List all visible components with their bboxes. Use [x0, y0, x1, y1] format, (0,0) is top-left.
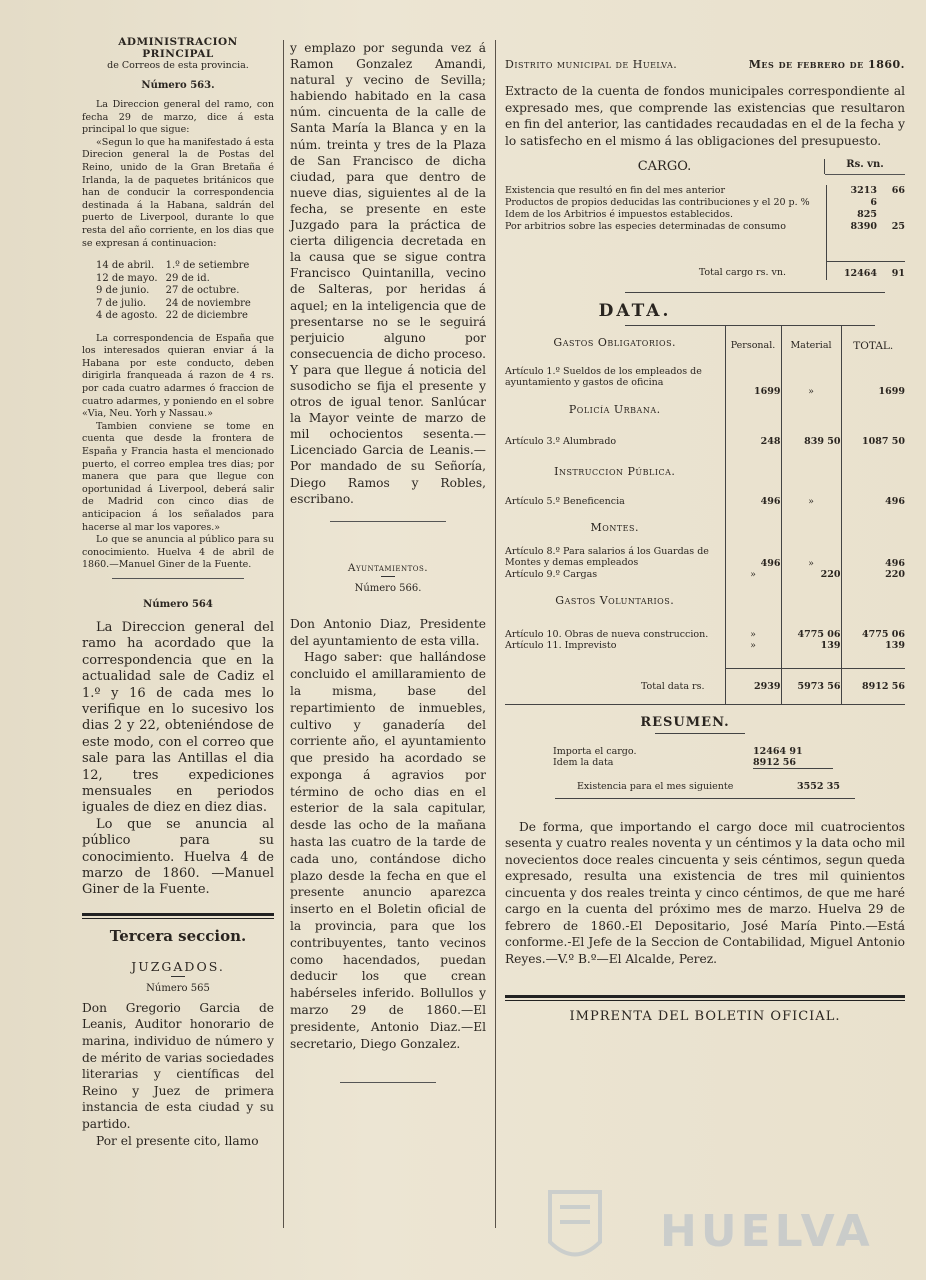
column-rule — [495, 40, 496, 1228]
gastos-obligatorios-heading: Gastos Obligatorios. — [553, 335, 677, 349]
row-label: Artículo 11. Imprevisto — [505, 639, 617, 651]
table-row — [505, 209, 905, 221]
divider — [112, 578, 244, 579]
resumen-value: 12464 91 — [753, 745, 803, 757]
district-name: Distrito municipal de Huelva. — [505, 58, 678, 71]
divider — [330, 521, 446, 522]
divider — [82, 918, 274, 919]
divider — [82, 913, 274, 916]
divider — [655, 733, 745, 734]
total-total: 8912 56 — [841, 669, 905, 704]
date-cell: 29 de id. — [165, 272, 210, 284]
resumen-label: Importa el cargo. — [553, 745, 637, 757]
material-value: 220 — [781, 569, 841, 580]
date-cell: 4 de agosto. — [96, 310, 158, 322]
resumen-value: 3552 35 — [797, 780, 840, 792]
divider — [340, 1082, 436, 1083]
table-row — [505, 569, 905, 580]
table-row — [505, 546, 905, 569]
cargo-amount: 8390 — [827, 221, 878, 233]
personal-header: Personal. — [725, 326, 781, 352]
table-row — [505, 640, 905, 669]
cargo-amount: 6 — [827, 197, 878, 209]
resumen-value: 8912 56 — [753, 757, 833, 769]
cargo-label: Idem de los Arbitrios é impuestos establecidos. — [505, 209, 733, 220]
table-header-row — [505, 326, 905, 352]
table-row — [505, 197, 905, 209]
column-1 — [82, 36, 274, 1149]
table-row — [505, 629, 905, 640]
policia-heading: Policía Urbana. — [568, 402, 661, 416]
paragraph: Por el presente cito, llamo — [96, 1133, 259, 1148]
personal-value: 496 — [725, 546, 781, 569]
divider — [825, 174, 905, 175]
total-row — [505, 669, 905, 704]
data-title: DATA. — [598, 300, 672, 321]
divider — [505, 1000, 905, 1001]
date-cell: 12 de mayo. — [96, 272, 158, 284]
cargo-label: Existencia que resultó en fin del mes anterior — [505, 185, 725, 196]
imprint: IMPRENTA DEL BOLETIN OFICIAL. — [569, 1009, 841, 1024]
personal-value: » — [725, 640, 781, 669]
instruccion-heading: Instruccion Pública. — [554, 464, 676, 478]
paragraph: Don Gregorio Garcia de Leanis, Auditor honorario de marina, individuo de número y de mérito de varias sociedades literarias y científicas del Reino y Juez de primera instancia de esta ciudad y su partido. — [82, 1000, 274, 1131]
currency-header: Rs. vn. — [824, 159, 905, 174]
date-cell: 22 de diciembre — [165, 310, 248, 322]
date-cell: 1.º de setiembre — [165, 260, 250, 272]
material-value: » — [781, 546, 841, 569]
extract-paragraph: Extracto de la cuenta de fondos municipales correspondiente al expresado mes, que comprende las existencias que resultaron en fin del anterior, las cantidades recaudadas en el de la fecha y lo satisfecho en el mismo á las obligaciones del presupuesto. — [505, 84, 905, 148]
total-value: 496 — [841, 492, 905, 517]
paragraph: Lo que se anuncia al público para su conocimiento. Huelva 4 de marzo de 1860. —Manuel Giner de la Fuente. — [82, 816, 274, 898]
cargo-label: Por arbitrios sobre las especies determinadas de consumo — [505, 221, 786, 232]
total-cargo-label: Total cargo rs. vn. — [698, 267, 786, 279]
total-data-label: Total data rs. — [640, 680, 705, 692]
column-3 — [505, 58, 905, 1024]
cargo-table — [505, 185, 905, 280]
total-cargo-cents: 91 — [891, 267, 905, 279]
watermark-stamp — [540, 1172, 920, 1272]
row-label: Artículo 5.º Beneficencia — [505, 495, 625, 507]
district-header — [505, 58, 905, 71]
section-title: Ayuntamientos. — [347, 561, 429, 574]
cargo-cents: 66 — [891, 185, 905, 196]
paragraph: La Direccion general del ramo, con fecha 29 de marzo, dice á esta principal lo que sigue: — [82, 99, 274, 136]
material-value: » — [781, 352, 841, 397]
personal-value: 248 — [725, 426, 781, 457]
paragraph: La Direccion general del ramo ha acordado que la correspondencia que en la actualidad sale de Cadiz el 1.º y 16 de cada mes lo verifique en lo sucesivo los dias 2 y 22, obteniéndose de este modo, con el correo que sale para las Antillas el dia 12, tres expediciones mensuales en periodos iguales de diez en diez dias. — [82, 619, 274, 816]
date-cell: 14 de abril. — [96, 260, 155, 272]
section-title: Tercera seccion. — [109, 926, 247, 945]
cargo-title: CARGO. — [637, 159, 692, 174]
resumen-row — [553, 746, 833, 757]
resumen-title: RESUMEN. — [640, 714, 730, 730]
gastos-voluntarios-heading: Gastos Voluntarios. — [555, 593, 675, 607]
table-row — [505, 352, 905, 397]
paragraph: Hago saber: que hallándose concluido el amillaramiento de la misma, base del repartimiento de inmuebles, cultivo y ganadería del corriente año, el ayuntamiento que presido ha acordado se exponga á agravios por término de ocho dias en el esterior de la sala capitular, desde las ocho de la mañana hasta las cuatro de la tarde de cada uno, contándose dicho plazo desde la fecha en que el presente anuncio aparezca inserto en el Boletin oficial de la provincia, para que los contribuyentes, tanto vecinos como hacendados, puedan deducir los que crean habérseles inferido. Bollullos y marzo 29 de 1860.—El presidente, Antonio Diaz.—El secretario, Diego Gonzalez. — [290, 650, 486, 1051]
paragraph: y emplazo por segunda vez á Ramon Gonzalez Amandi, natural y vecino de Sevilla; habiendo habitado en la casa núm. cincuenta de la calle de Santa María la Blanca y en la núm. treinta y tres de la Plaza de San Francisco de dicha ciudad, para que dentro de nueve dias, siguientes al de la fecha, se presente en este Juzgado para la práctica de cierta diligencia decretada en la causa que se sigue contra Francisco Quintanilla, vecino de Salteras, por heridas á aquel; en la inteligencia que de presentarse no se le seguirá perjuicio alguno por consecuencia de dicho proceso. Y para que llegue á noticia del susodicho se fija el presente y otros de igual tenor. Sanlúcar la Mayor veinte de marzo de mil ochocientos sesenta.—Licenciado Garcia de Leanis.—Por mandado de su Señoría, Diego Ramos y Robles, escribano. — [290, 41, 486, 506]
resumen-label: Existencia para el mes siguiente — [577, 780, 734, 792]
closing-paragraph: De forma, que importando el cargo doce mil cuatrocientos sesenta y cuatro reales noventa y un céntimos y la data ocho mil novecientos doce reales cincuenta y seis céntimos, segun queda expresado, resulta una existencia de tres mil quinientos cincuenta y dos reales treinta y cinco céntimos, de que me haré cargo en la cuenta del próximo mes de marzo. Huelva 29 de febrero de 1860.-El Depositario, José María Pinto.—Está conforme.-El Jefe de la Seccion de Contabilidad, Miguel Antonio Reyes.—V.º B.º—El Alcalde, Perez. — [505, 819, 905, 966]
data-table — [505, 326, 905, 704]
table-row — [505, 221, 905, 233]
table-row — [505, 185, 905, 197]
row-label: Artículo 1.º Sueldos de los empleados de ayuntamiento y gastos de oficina — [505, 365, 702, 388]
material-value: 4775 06 — [781, 629, 841, 640]
cargo-amount: 3213 — [827, 185, 878, 197]
notice-number: Número 565 — [146, 982, 210, 994]
paragraph: Tambien conviene se tome en cuenta que desde la frontera de España y Francia hasta el mencionado puerto, el correo emplea tres dias; por manera que para que llegue con oportunidad á Liverpool, deberá salir de Madrid con cinco dias de anticipacion á los señalados para hacerse al mar los vapores.» — [82, 420, 274, 533]
month-name: Mes de febrero de 1860. — [748, 58, 905, 71]
personal-value: » — [725, 629, 781, 640]
total-header: TOTAL. — [841, 326, 905, 352]
notice-number: Número 566. — [354, 582, 422, 594]
sailing-dates-table — [92, 260, 255, 323]
column-rule — [283, 40, 284, 1228]
resumen-row — [577, 781, 857, 792]
paragraph: La correspondencia de España que los interesados quieran enviar á la Habana por este conducto, deben dirigirla franqueada á razon de 4 rs. por cada cuatro adarmes ó fraccion de cuatro adarmes, y poniendo en el sobre «Via, Neu. Yorh y Nassau.» — [82, 332, 274, 420]
total-value: 139 — [841, 640, 905, 669]
montes-heading: Montes. — [590, 520, 639, 534]
section-header: ADMINISTRACION PRINCIPAL — [118, 36, 238, 60]
row-label: Artículo 3.º Alumbrado — [505, 435, 617, 447]
divider — [625, 292, 885, 293]
resumen-label: Idem la data — [553, 756, 614, 768]
total-value: 4775 06 — [841, 629, 905, 640]
divider — [381, 576, 395, 577]
total-value: 496 — [841, 546, 905, 569]
divider — [505, 704, 905, 705]
cargo-cents — [877, 209, 905, 221]
notice-number: Número 564 — [143, 598, 213, 610]
paragraph: Lo que se anuncia al público para su conocimiento. Huelva 4 de abril de 1860.—Manuel Giner de la Fuente. — [82, 534, 274, 571]
table-row — [505, 233, 905, 261]
total-personal: 2939 — [725, 669, 781, 704]
table-row — [505, 426, 905, 457]
personal-value: 1699 — [725, 352, 781, 397]
total-value: 220 — [841, 569, 905, 580]
date-cell: 27 de octubre. — [165, 285, 240, 297]
material-value: 839 50 — [781, 426, 841, 457]
total-cargo-amount: 12464 — [827, 261, 878, 280]
resumen-row — [553, 757, 833, 769]
cargo-amount: 825 — [827, 209, 878, 221]
paragraph: Don Antonio Diaz, Presidente del ayuntamiento de esta villa. — [290, 616, 486, 648]
material-value: » — [781, 492, 841, 517]
row-label: Artículo 10. Obras de nueva construccion. — [505, 628, 709, 640]
total-value: 1087 50 — [841, 426, 905, 457]
column-2 — [290, 40, 486, 1083]
row-label: Artículo 8.º Para salarios á los Guardas de Montes y demas empleados — [505, 545, 709, 568]
date-cell: 9 de junio. — [96, 285, 150, 297]
divider — [505, 995, 905, 998]
date-cell: 7 de julio. — [96, 297, 146, 309]
table-row — [505, 492, 905, 517]
date-cell: 24 de noviembre — [165, 297, 251, 309]
divider — [555, 798, 855, 799]
paragraph: «Segun lo que ha manifestado á esta Direcion general la de Postas del Reino, unido de la Gran Bretaña é Irlanda, la de paquetes británicos que han de conducir la correspondencia destinada á la Habana, saldrán del puerto de Liverpool, durante lo que resta del año corriente, en los dias que se expresan á continuacion: — [82, 136, 274, 249]
total-value: 1699 — [841, 352, 905, 397]
total-material: 5973 56 — [781, 669, 841, 704]
section-subheader: de Correos de esta provincia. — [107, 60, 249, 71]
stamp-text: HUELVA — [660, 1206, 874, 1257]
personal-value: 496 — [725, 492, 781, 517]
section-subtitle: JUZGADOS. — [131, 958, 225, 974]
material-value: 139 — [781, 640, 841, 669]
material-header: Material — [781, 326, 841, 352]
total-row — [505, 261, 905, 280]
divider — [171, 976, 185, 977]
cargo-label: Productos de propios deducidas las contribuciones y el 20 p. % — [505, 197, 810, 208]
cargo-cents: 25 — [891, 221, 905, 232]
row-label: Artículo 9.º Cargas — [505, 568, 598, 580]
cargo-header — [505, 159, 905, 174]
cargo-cents — [877, 197, 905, 209]
notice-number: Número 563. — [141, 80, 215, 91]
personal-value: » — [725, 569, 781, 580]
